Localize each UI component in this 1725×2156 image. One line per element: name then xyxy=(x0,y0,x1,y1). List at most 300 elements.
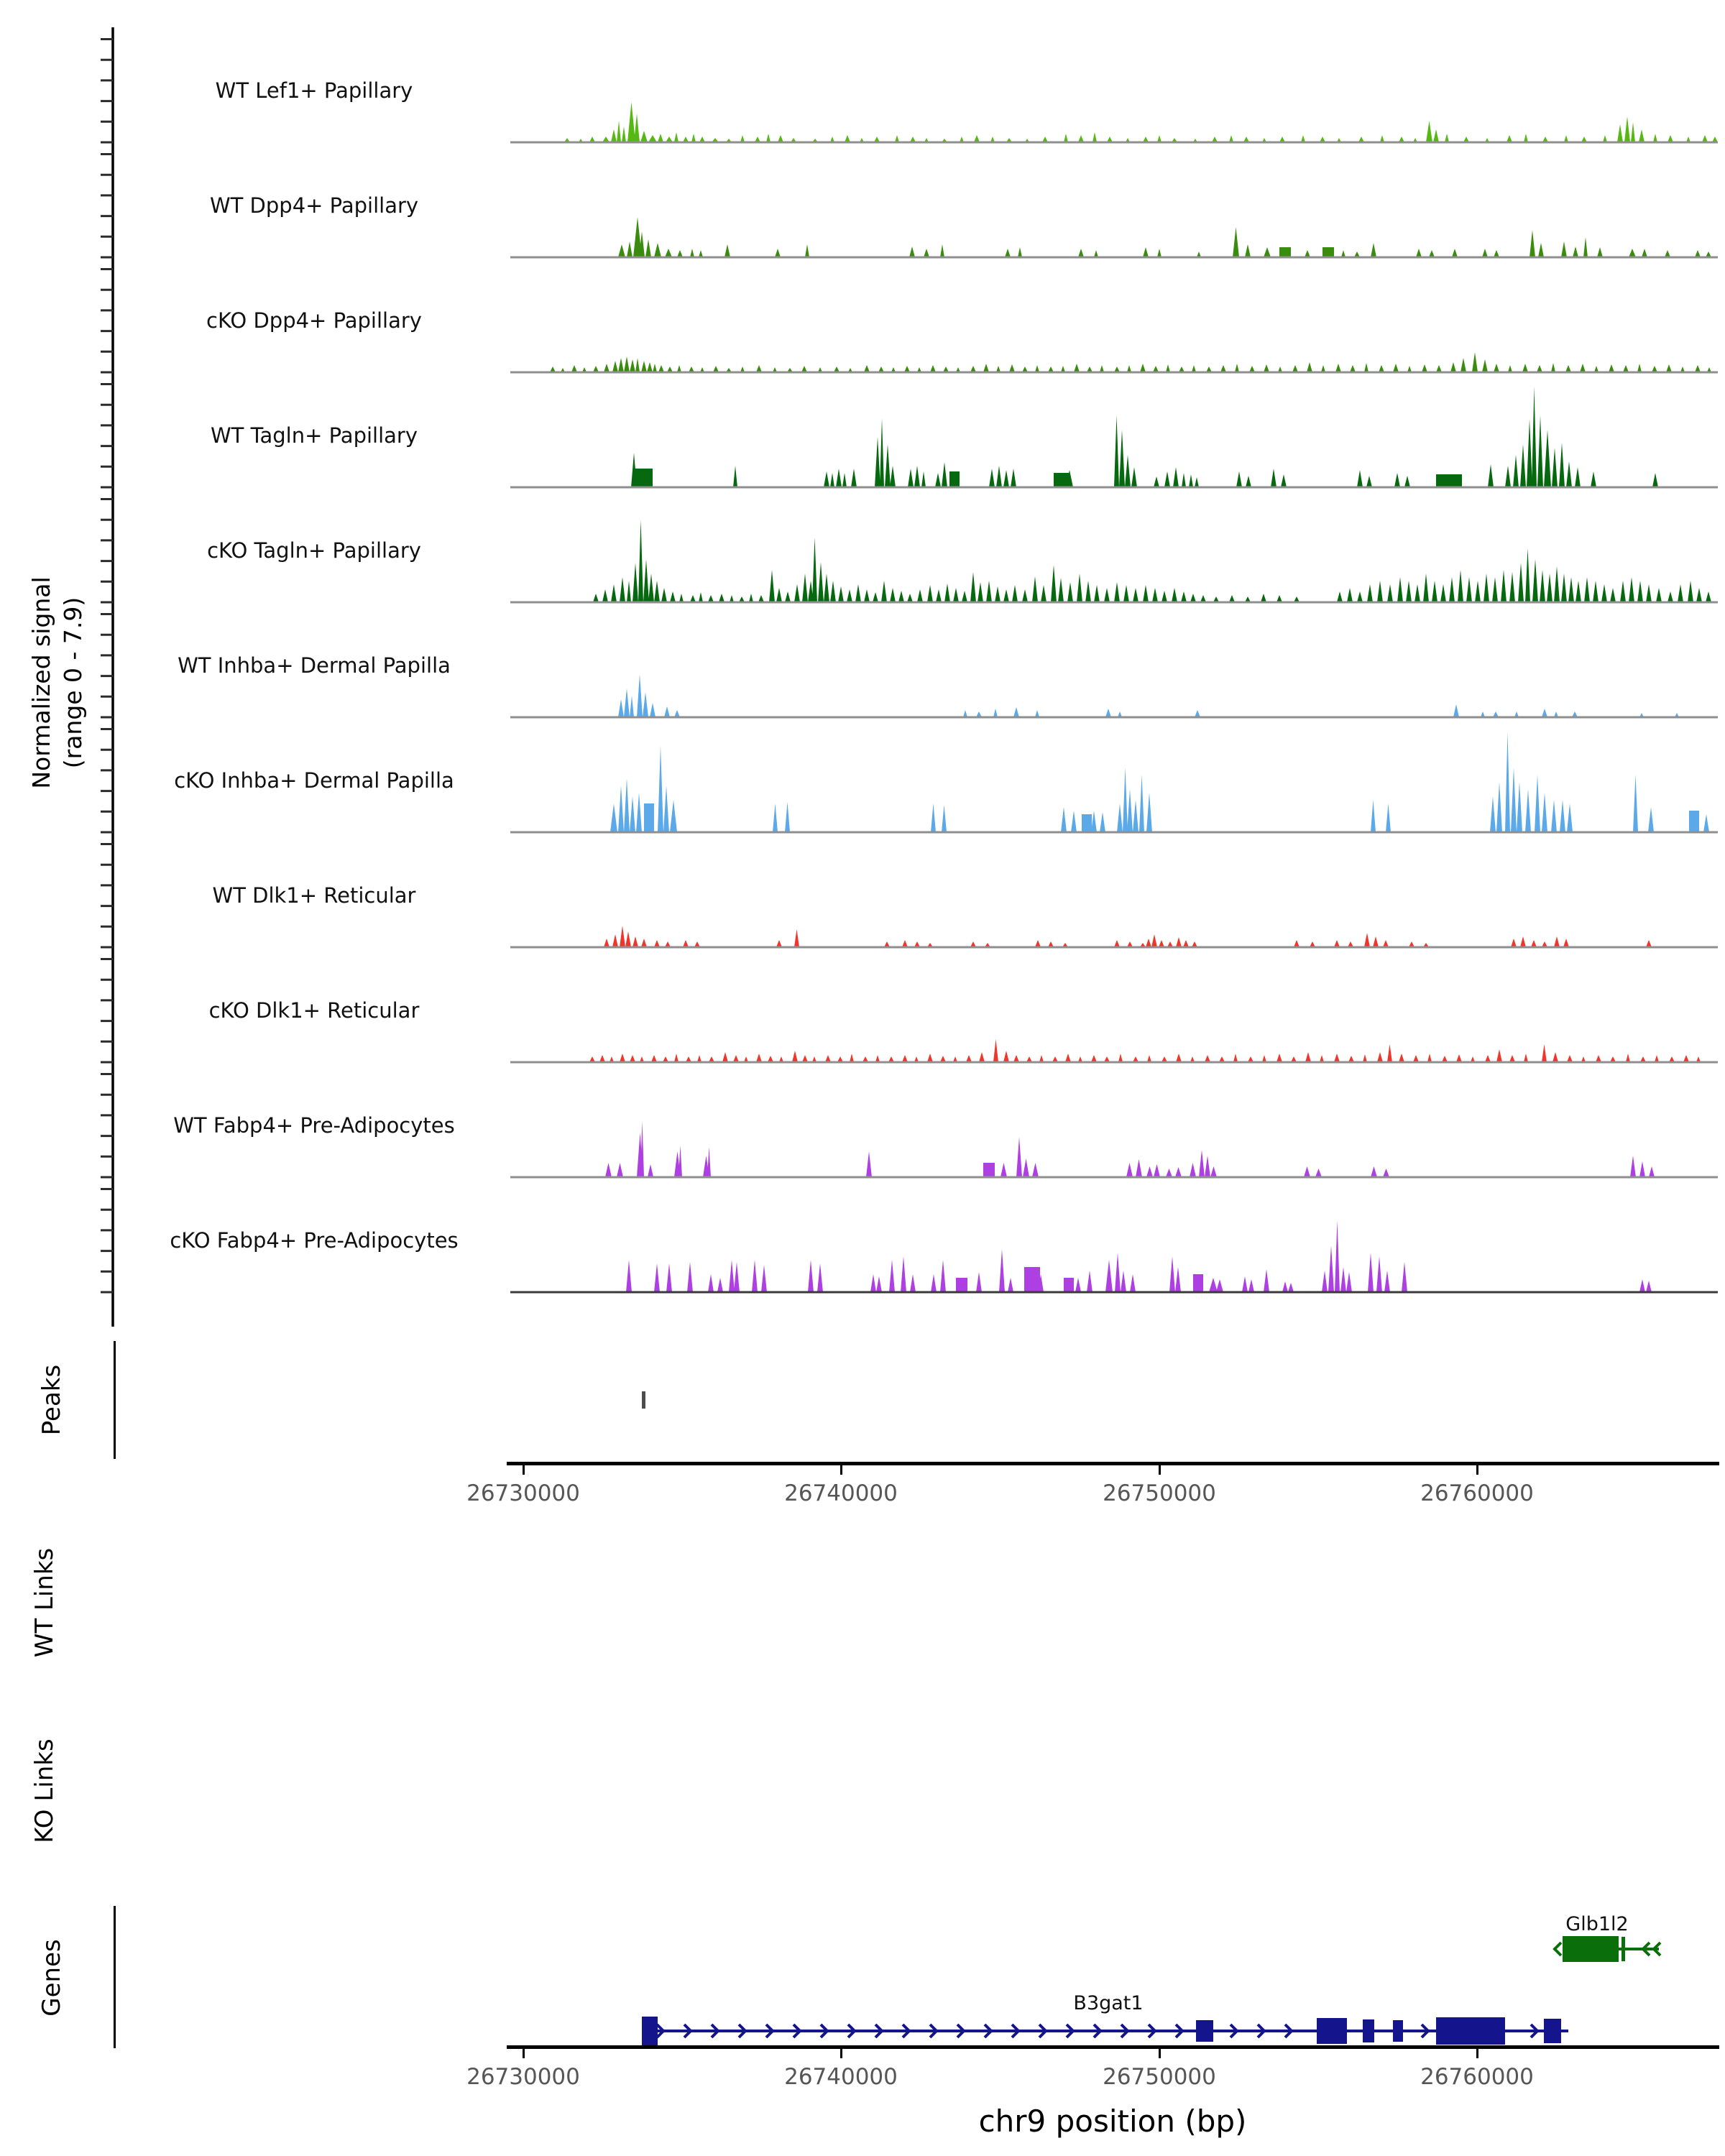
signal-peak xyxy=(1146,939,1151,947)
signal-peak xyxy=(602,589,608,602)
x-axis-tick-label: 26750000 xyxy=(1103,1480,1216,1506)
signal-peak xyxy=(1065,1054,1071,1062)
signal-track-7 xyxy=(510,840,1718,949)
signal-peak xyxy=(670,591,676,602)
signal-peak xyxy=(1601,584,1607,602)
signal-peak xyxy=(1490,796,1496,832)
signal-peak xyxy=(647,362,653,372)
signal-peak xyxy=(1666,364,1672,372)
signal-peak xyxy=(1136,1159,1142,1177)
signal-peak xyxy=(876,1276,882,1292)
x-axis-tick-label: 26760000 xyxy=(1420,2064,1534,2090)
signal-peak xyxy=(1008,1278,1013,1292)
signal-peak xyxy=(1520,936,1526,947)
signal-peak xyxy=(1078,249,1084,257)
signal-peak xyxy=(1706,591,1711,602)
signal-peak xyxy=(1281,474,1287,487)
signal-peak xyxy=(679,594,684,602)
signal-peak xyxy=(632,563,638,602)
x-axis-line xyxy=(507,2045,1719,2049)
signal-peak xyxy=(1433,129,1439,142)
signal-peak xyxy=(1452,249,1458,257)
signal-peak xyxy=(1648,807,1654,832)
signal-peak xyxy=(1067,582,1073,602)
signal-peak xyxy=(1195,477,1199,487)
signal-peak xyxy=(1009,364,1015,372)
signal-peak xyxy=(1393,364,1399,372)
signal-peak xyxy=(664,706,670,717)
signal-peak xyxy=(1542,793,1547,832)
signal-peak xyxy=(1064,134,1068,142)
signal-peak xyxy=(1118,1054,1123,1062)
signal-peak xyxy=(1527,419,1532,487)
signal-peak xyxy=(1488,464,1494,487)
signal-peak xyxy=(979,1052,985,1062)
signal-peak xyxy=(942,805,947,832)
signal-peak xyxy=(775,249,781,257)
signal-peak xyxy=(1322,247,1334,257)
signal-peak xyxy=(1552,448,1558,487)
signal-peak xyxy=(1397,577,1403,602)
signal-peak xyxy=(1011,469,1016,487)
signal-peak xyxy=(1509,572,1515,602)
signal-peak xyxy=(1524,134,1528,142)
signal-peak xyxy=(1245,244,1251,257)
track-label-7: WT Dlk1+ Reticular xyxy=(212,883,416,908)
signal-peak xyxy=(611,584,617,602)
signal-peak xyxy=(1630,1156,1636,1177)
signal-peak xyxy=(949,471,960,487)
signal-peak xyxy=(756,1054,762,1062)
signal-peak xyxy=(1538,243,1544,257)
signal-peak xyxy=(1689,811,1699,832)
signal-peak xyxy=(622,126,626,142)
signal-peak xyxy=(1357,470,1363,487)
signal-track-4 xyxy=(510,495,1718,604)
signal-peak xyxy=(1235,364,1239,372)
signal-peak xyxy=(1561,573,1567,602)
signal-peak xyxy=(1387,1044,1392,1062)
track-label-8: cKO Dlk1+ Reticular xyxy=(208,998,420,1023)
signal-peak xyxy=(1522,364,1528,372)
signal-peak xyxy=(1154,476,1159,487)
signal-peak xyxy=(1176,1054,1182,1062)
signal-peak xyxy=(618,244,625,257)
gene-exon-b3gat1 xyxy=(1196,2020,1213,2042)
signal-peak xyxy=(1639,129,1644,142)
x-axis-title: chr9 position (bp) xyxy=(978,2104,1247,2139)
signal-peak xyxy=(1530,230,1535,257)
signal-peak xyxy=(1422,364,1427,372)
signal-peak xyxy=(1125,455,1131,487)
signal-peak xyxy=(1077,573,1082,602)
signal-peak xyxy=(1363,1054,1367,1062)
signal-peak xyxy=(1597,247,1603,257)
signal-peak xyxy=(812,538,817,602)
signal-peak xyxy=(1347,588,1353,602)
signal-peak xyxy=(1540,570,1545,602)
signal-peak xyxy=(1279,247,1291,257)
signal-peak xyxy=(1554,936,1560,947)
signal-peak xyxy=(1335,364,1341,372)
signal-track-10 xyxy=(510,1185,1718,1294)
gene-label-glb1l2: Glb1l2 xyxy=(1565,1913,1629,1935)
signal-peak xyxy=(1573,247,1578,257)
signal-peak xyxy=(785,591,791,602)
gene-exon-glb1l2 xyxy=(1563,1936,1619,1962)
signal-peak xyxy=(1087,1271,1092,1292)
signal-peak xyxy=(627,102,635,142)
signal-peak xyxy=(1248,1279,1254,1292)
gene-exon-b3gat1 xyxy=(1544,2019,1561,2043)
signal-peak xyxy=(1100,812,1105,832)
signal-peak xyxy=(1166,364,1170,372)
signal-peak xyxy=(612,361,618,372)
signal-peak xyxy=(1071,811,1077,832)
signal-peak xyxy=(752,1260,758,1292)
signal-peak xyxy=(802,573,808,602)
signal-peak xyxy=(632,936,638,947)
signal-peak xyxy=(970,572,976,602)
signal-peak xyxy=(1127,789,1133,832)
signal-peak xyxy=(910,1274,916,1292)
track-label-3: WT Tagln+ Papillary xyxy=(210,423,418,448)
signal-peak xyxy=(1551,800,1557,832)
signal-peak xyxy=(640,131,648,142)
signal-peak xyxy=(1532,559,1538,602)
signal-peak xyxy=(1583,237,1588,257)
signal-peak xyxy=(983,1163,995,1177)
signal-peak xyxy=(1146,793,1152,832)
signal-peak xyxy=(1126,1163,1133,1177)
signal-peak xyxy=(1402,1262,1407,1292)
signal-peak xyxy=(653,364,657,372)
signal-peak xyxy=(1610,588,1616,602)
signal-peak xyxy=(624,778,630,832)
signal-peak xyxy=(1520,444,1526,487)
signal-peak xyxy=(1456,1054,1462,1062)
signal-peak xyxy=(924,249,929,257)
signal-peak xyxy=(612,934,618,947)
signal-peak xyxy=(1482,249,1488,257)
signal-peak xyxy=(999,1249,1005,1292)
signal-peak xyxy=(1517,782,1522,832)
signal-peak xyxy=(1376,1256,1382,1292)
signal-peak xyxy=(1264,1269,1269,1292)
signal-peak xyxy=(931,1274,937,1292)
signal-peak xyxy=(1688,581,1693,602)
signal-peak xyxy=(643,692,648,717)
signal-peak xyxy=(785,802,790,832)
signal-peak xyxy=(1013,707,1019,717)
signal-peak xyxy=(1544,430,1551,487)
gene-exon-b3gat1 xyxy=(1436,2017,1505,2045)
signal-peak xyxy=(1154,1164,1160,1177)
signal-peak xyxy=(1568,577,1574,602)
signal-peak xyxy=(881,581,887,602)
signal-peak xyxy=(898,591,904,602)
signal-peak xyxy=(1576,581,1581,602)
signal-peak xyxy=(1133,800,1138,832)
signal-peak xyxy=(1236,471,1242,487)
signal-peak xyxy=(1450,362,1456,372)
signal-peak xyxy=(1012,585,1018,602)
signal-track-5 xyxy=(510,610,1718,719)
signal-peak xyxy=(666,1263,672,1292)
signal-peak xyxy=(838,586,844,602)
signal-peak xyxy=(976,1272,982,1292)
signal-peak xyxy=(1518,563,1524,602)
signal-peak xyxy=(1492,577,1498,602)
signal-track-9 xyxy=(510,1070,1718,1179)
signal-peak xyxy=(1426,121,1432,142)
signal-peak xyxy=(593,594,599,602)
signal-peak xyxy=(1458,570,1463,602)
signal-peak xyxy=(851,469,857,487)
signal-peak xyxy=(663,786,669,832)
section-label-genes: Genes xyxy=(37,1939,66,2017)
signal-peak xyxy=(1114,415,1119,487)
signal-peak xyxy=(1637,364,1642,372)
signal-peak xyxy=(648,1164,653,1177)
signal-peak xyxy=(1642,249,1647,257)
signal-peak xyxy=(724,244,730,257)
signal-peak xyxy=(909,247,915,257)
signal-peak xyxy=(1175,1167,1182,1177)
signal-peak xyxy=(670,800,677,832)
signal-peak xyxy=(674,1054,678,1062)
signal-peak xyxy=(794,584,800,602)
signal-peak xyxy=(1334,1054,1340,1062)
signal-peak xyxy=(1367,584,1373,602)
signal-peak xyxy=(630,696,634,717)
signal-peak xyxy=(989,469,995,487)
signal-peak xyxy=(1233,227,1239,257)
signal-peak xyxy=(1104,588,1110,602)
track-label-10: cKO Fabp4+ Pre-Adipocytes xyxy=(170,1228,459,1253)
signal-peak xyxy=(678,1146,682,1177)
signal-peak xyxy=(927,1054,933,1062)
signal-peak xyxy=(1032,1163,1039,1177)
signal-peak xyxy=(1307,362,1312,372)
signal-peak xyxy=(1181,591,1187,602)
signal-peak xyxy=(1371,800,1376,832)
signal-peak xyxy=(1368,1253,1374,1292)
signal-peak xyxy=(1131,467,1137,487)
signal-peak xyxy=(1629,577,1634,602)
signal-peak xyxy=(1022,589,1028,602)
signal-peak xyxy=(935,473,941,487)
signal-peak xyxy=(818,562,824,602)
signal-peak xyxy=(1505,732,1510,832)
signal-peak xyxy=(636,793,642,832)
x-axis-tick-label: 26760000 xyxy=(1420,1480,1534,1506)
signal-peak xyxy=(1357,591,1363,602)
signal-peak xyxy=(1575,467,1581,487)
signal-peak xyxy=(1406,581,1412,602)
signal-peak xyxy=(855,584,861,602)
signal-peak xyxy=(1496,1049,1502,1062)
signal-peak xyxy=(1233,1054,1238,1062)
signal-peak xyxy=(1484,573,1489,602)
signal-peak xyxy=(707,1147,711,1177)
signal-peak xyxy=(1501,570,1506,602)
signal-peak xyxy=(618,358,624,372)
x-axis-tick-label: 26750000 xyxy=(1103,2064,1216,2090)
signal-peak xyxy=(626,1260,632,1292)
signal-peak xyxy=(1620,581,1626,602)
signal-peak xyxy=(986,581,992,602)
signal-peak xyxy=(1384,1271,1390,1292)
signal-peak xyxy=(940,244,944,257)
signal-peak xyxy=(648,573,654,602)
signal-peak xyxy=(1143,585,1149,602)
signal-peak xyxy=(824,471,829,487)
signal-peak xyxy=(1337,591,1343,602)
signal-peak xyxy=(1542,709,1547,717)
signal-peak xyxy=(1404,476,1410,487)
signal-track-2 xyxy=(510,265,1718,374)
signal-peak xyxy=(1209,1278,1218,1292)
signal-peak xyxy=(1668,591,1673,602)
signal-peak xyxy=(993,1039,998,1062)
signal-peak xyxy=(605,1163,612,1177)
signal-peak xyxy=(645,239,651,257)
genes-bracket xyxy=(114,1906,116,2048)
signal-peak xyxy=(792,1051,798,1062)
x-axis-tick xyxy=(840,1465,842,1475)
signal-peak xyxy=(824,573,829,602)
signal-peak xyxy=(1383,1169,1389,1177)
signal-peak xyxy=(1637,581,1643,602)
signal-peak xyxy=(1584,577,1590,602)
signal-peak xyxy=(1513,455,1519,487)
signal-peak xyxy=(995,586,1000,602)
signal-peak xyxy=(749,594,753,602)
signal-peak xyxy=(1322,1271,1328,1292)
x-axis-tick xyxy=(1476,1465,1478,1475)
signal-peak xyxy=(1169,1256,1175,1292)
signal-peak xyxy=(1335,1220,1340,1292)
signal-peak xyxy=(1210,1166,1217,1177)
signal-peak xyxy=(674,132,678,142)
y-axis-label-line1: Normalized signal xyxy=(27,576,55,789)
signal-peak xyxy=(1246,476,1251,487)
signal-peak xyxy=(1416,249,1422,257)
signal-peak xyxy=(1340,1267,1346,1292)
signal-peak xyxy=(1377,581,1383,602)
signal-track-0 xyxy=(510,35,1718,144)
signal-peak xyxy=(1399,1054,1404,1062)
x-axis-line xyxy=(507,1462,1719,1465)
signal-peak xyxy=(617,1163,623,1177)
signal-peak xyxy=(641,939,647,947)
signal-peak xyxy=(1639,1279,1645,1292)
signal-peak xyxy=(1152,588,1158,602)
signal-peak xyxy=(1646,1281,1652,1292)
signal-peak xyxy=(643,559,649,602)
signal-peak xyxy=(1092,132,1097,142)
signal-peak xyxy=(1105,709,1111,717)
signal-peak xyxy=(1364,363,1368,372)
signal-peak xyxy=(1436,474,1453,487)
signal-peak xyxy=(1264,247,1271,257)
signal-peak xyxy=(962,591,967,602)
y-axis-label xyxy=(26,410,92,956)
signal-peak xyxy=(699,592,703,602)
signal-peak xyxy=(1593,581,1598,602)
signal-peak xyxy=(1061,807,1067,832)
signal-peak xyxy=(1535,775,1540,832)
signal-peak xyxy=(733,466,737,487)
signal-peak xyxy=(1018,247,1022,257)
signal-peak xyxy=(921,471,926,487)
signal-peak xyxy=(875,437,880,487)
signal-peak xyxy=(1117,803,1123,832)
signal-peak xyxy=(873,592,878,602)
signal-peak xyxy=(917,589,923,602)
signal-peak xyxy=(940,1260,946,1292)
signal-peak xyxy=(661,588,667,602)
signal-peak xyxy=(665,249,672,257)
signal-peak xyxy=(1003,470,1009,487)
signal-peak xyxy=(847,589,852,602)
signal-peak xyxy=(944,584,950,602)
signal-peak xyxy=(624,356,630,372)
signal-peak xyxy=(1190,594,1196,602)
signal-peak xyxy=(1140,364,1146,372)
signal-peak xyxy=(634,469,653,487)
signal-peak xyxy=(1678,584,1683,602)
peak-region-marker xyxy=(642,1391,645,1409)
signal-peak xyxy=(1386,803,1391,832)
signal-peak xyxy=(1364,933,1370,947)
peaks-bracket xyxy=(114,1341,116,1459)
signal-peak xyxy=(1525,789,1531,832)
signal-peak xyxy=(620,1054,625,1062)
signal-peak xyxy=(654,1263,660,1292)
signal-peak xyxy=(836,469,842,487)
signal-peak xyxy=(1373,936,1379,947)
signal-peak xyxy=(870,1274,876,1292)
track-label-4: cKO Tagln+ Papillary xyxy=(207,538,421,563)
signal-peak xyxy=(1580,364,1586,372)
signal-peak xyxy=(1567,803,1573,832)
signal-peak xyxy=(1282,1281,1288,1292)
signal-peak xyxy=(1371,243,1376,257)
signal-peak xyxy=(1472,352,1478,372)
signal-peak xyxy=(850,1054,854,1062)
signal-peak xyxy=(1190,1163,1196,1177)
signal-peak xyxy=(1271,469,1276,487)
signal-peak xyxy=(1646,584,1652,602)
signal-peak xyxy=(729,1260,735,1292)
signal-peak xyxy=(618,699,624,717)
signal-peak xyxy=(1560,800,1565,832)
signal-peak xyxy=(1551,363,1555,372)
signal-peak xyxy=(1653,134,1657,142)
signal-peak xyxy=(1559,443,1565,487)
signal-peak xyxy=(641,361,647,372)
signal-peak xyxy=(1139,775,1144,832)
signal-peak xyxy=(978,582,983,602)
signal-peak xyxy=(1121,1271,1126,1292)
section-label-wt-links: WT Links xyxy=(30,1547,59,1658)
signal-peak xyxy=(1216,1279,1223,1292)
signal-peak xyxy=(618,786,624,832)
signal-peak xyxy=(1631,122,1635,142)
x-axis-tick xyxy=(1159,1465,1161,1475)
